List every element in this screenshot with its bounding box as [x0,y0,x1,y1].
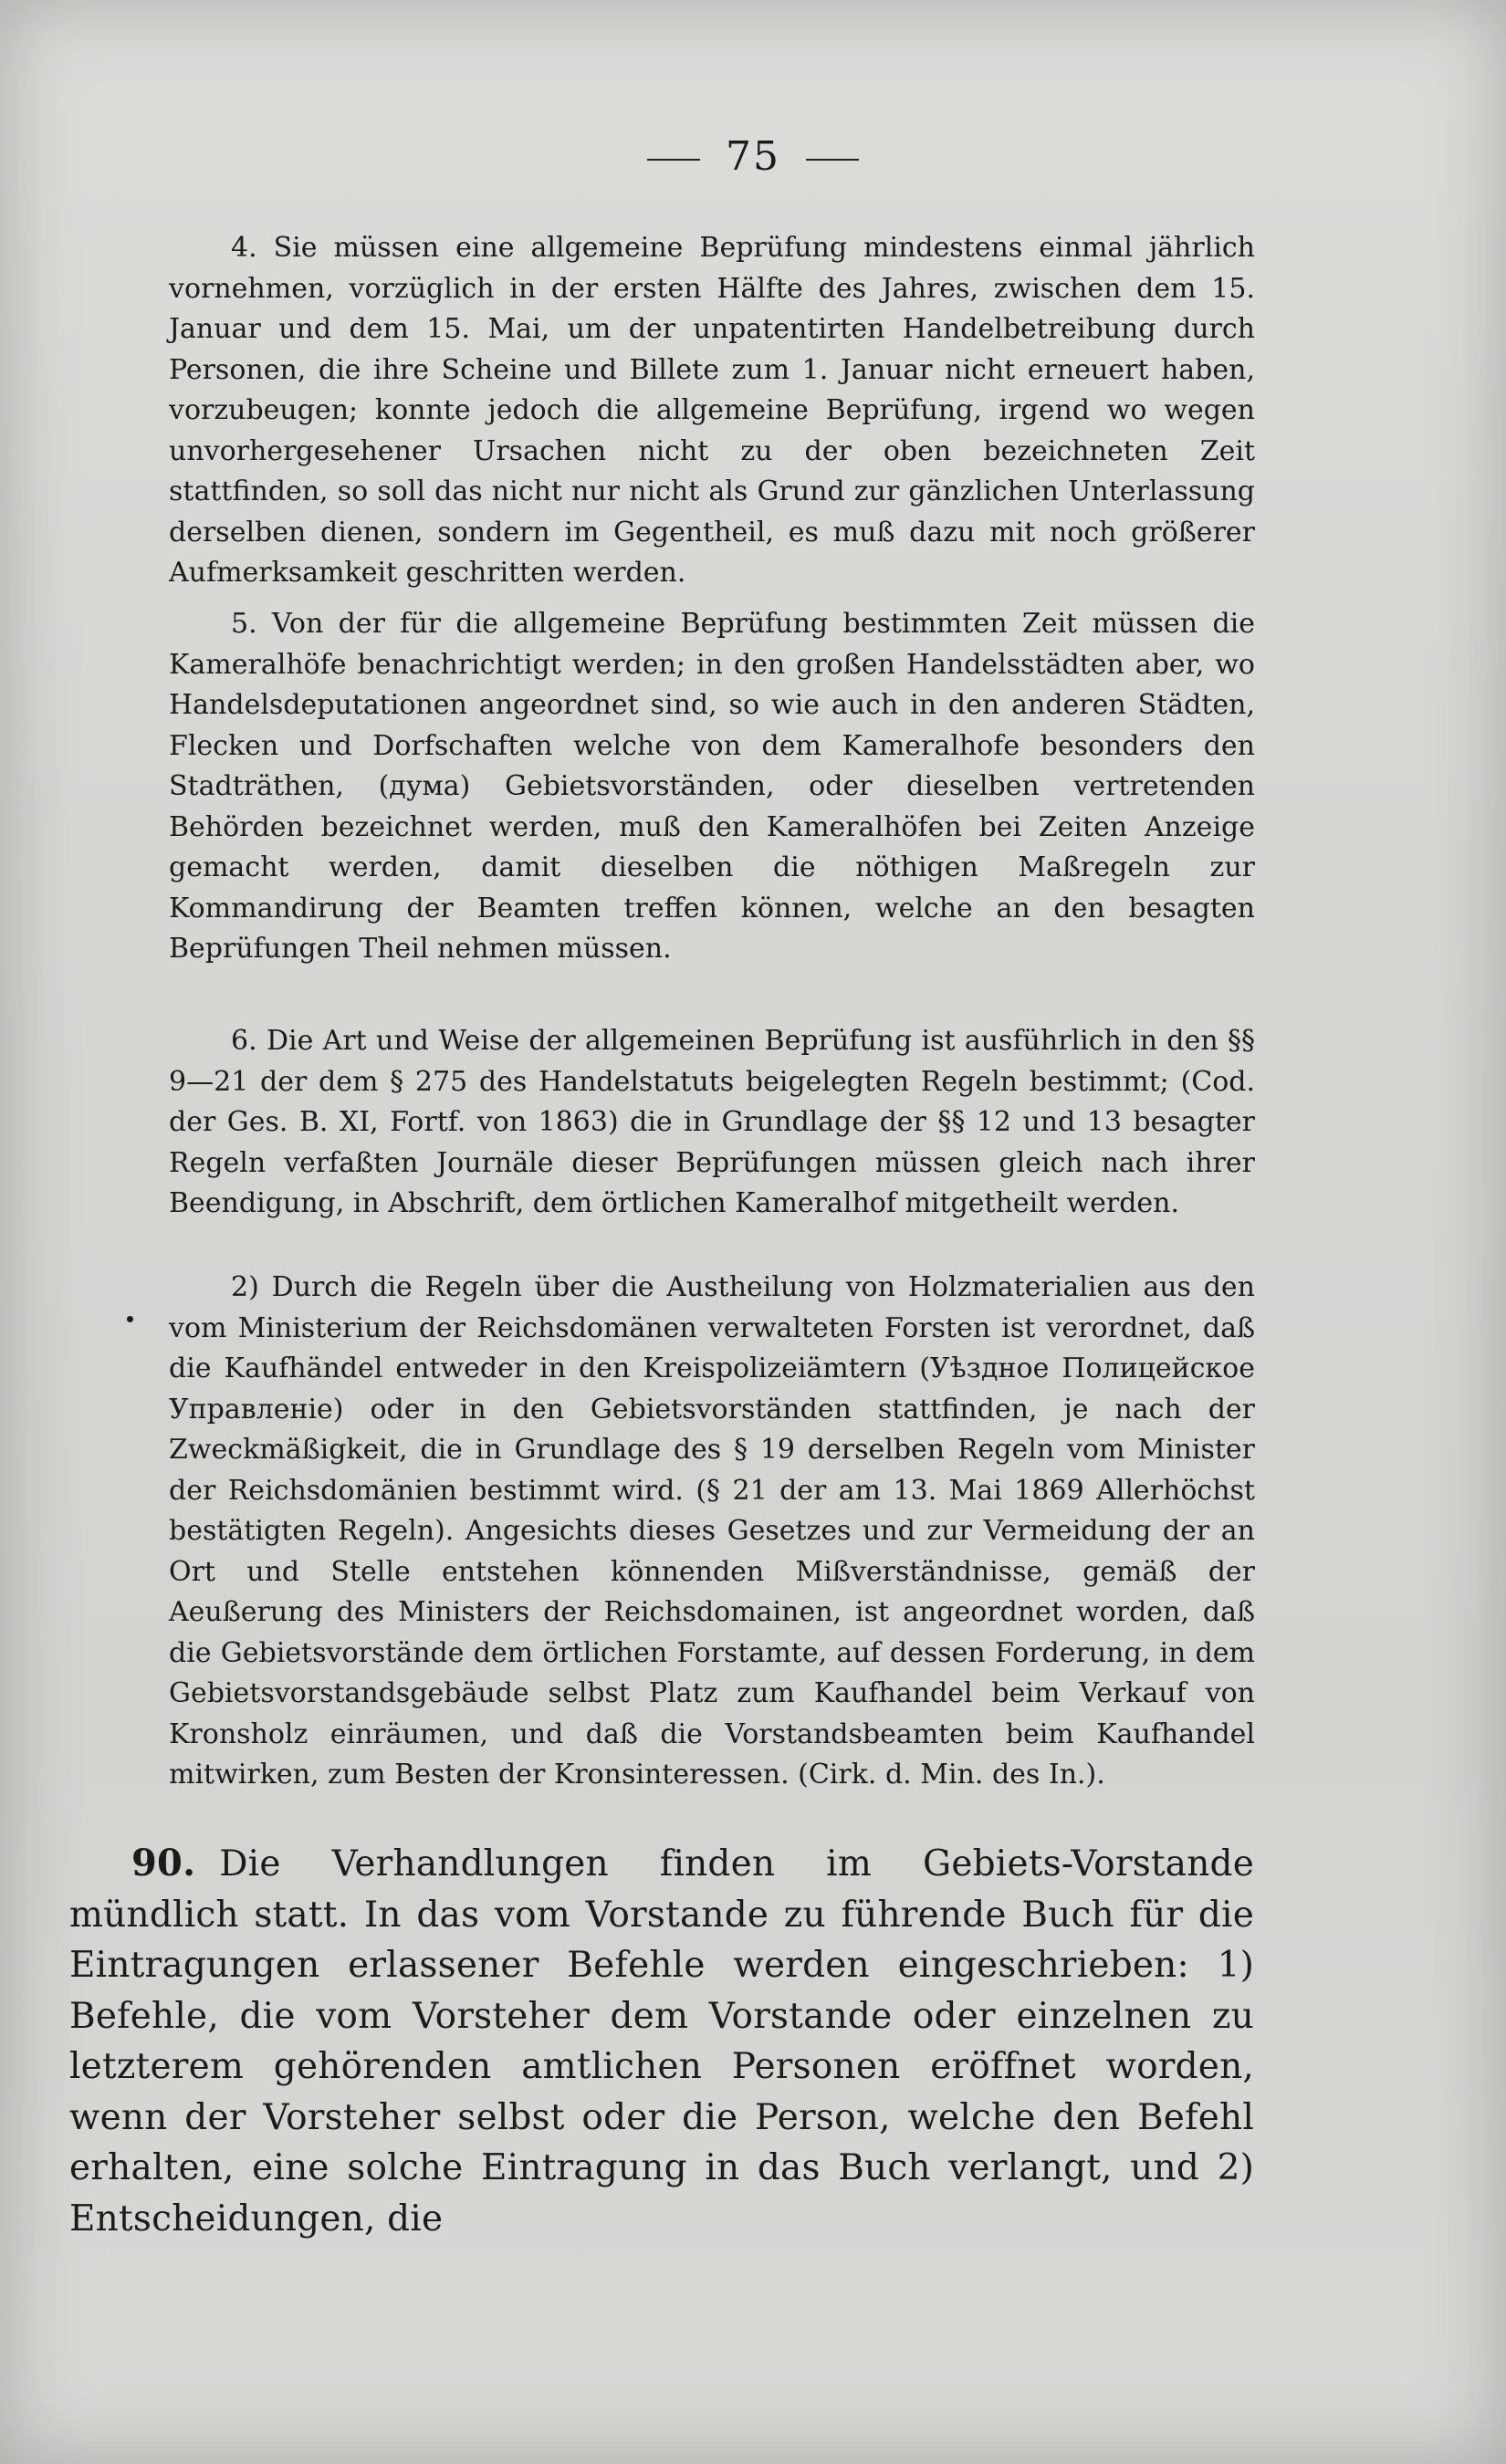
item-5 [169,604,1255,970]
item-6 [169,1021,1255,1225]
item-6-text: 6. Die Art und Weise der allgemeinen Beprüfung ist ausführlich in den §§ 9—21 der dem § 275 des Handelstatuts beigelegten Regeln bestimmt; (Cod. der Ges. B. XI, Fortf. von 1863) die in Grundlage der §§ 12 und 13 besagter Regeln verfaßten Journäle dieser Beprüfungen müssen gleich nach ihrer Beendigung, in Abschrift, dem örtlichen Kameralhof mitgetheilt werden. [169,1025,1255,1219]
item-5-text: 5. Von der für die allgemeine Beprüfung bestimmten Zeit müssen die Kameralhöfe benachrichtigt werden; in den großen Handelsstädten aber, wo Handelsdeputationen angeordnet sind, so wie auch in den anderen Städten, Flecken und Dorfschaften welche von dem Kameralhofe besonders den Stadträthen, (дума) Gebietsvorständen, oder dieselben vertretenden Behörden bezeichnet werden, muß den Kameralhöfen bei Zeiten Anzeige gemacht werden, damit dieselben die nöthigen Maßregeln zur Kommandirung der Beamten treffen können, welche an den besagten Beprüfungen Theil nehmen müssen. [169,608,1255,965]
item-2-text: 2) Durch die Regeln über die Austheilung von Holzmaterialien aus den vom Ministerium der Reichsdomänen verwalteten Forsten ist verordnet, daß die Kaufhändel entweder in den Kreispolizeiämtern (Уѣздное Полицейское Управленіе) oder in den Gebietsvorständen stattfinden, je nach der Zweckmäßigkeit, die in Grundlage des § 19 derselben Regeln vom Minister der Reichsdomänien bestimmt wird. (§ 21 der am 13. Mai 1869 Allerhöchst bestätigten Regeln). Angesichts dieses Gesetzes und zur Vermeidung der an Ort und Stelle entstehen könnenden Mißverständnisse, gemäß der Aeußerung des Ministers der Reichsdomainen, ist angeordnet worden, daß die Gebietsvorstände dem örtlichen Forstamte, auf dessen Forderung, in dem Gebietsvorstandsgebäude selbst Platz zum Kaufhandel beim Verkauf von Kronsholz einräumen, und daß die Vorstandsbeamten beim Kaufhandel mitwirken, zum Besten der Kronsinteressen. (Cirk. d. Min. des In.). [169,1271,1255,1791]
header-right-dash [806,159,859,161]
section-90-text: Die Verhandlungen finden im Gebiets-Vorstande mündlich statt. In das vom Vorstande zu führende Buch für die Eintragungen erlassener Befehle werden eingeschrieben: 1) Befehle, die vom Vorsteher dem Vorstande oder einzelnen zu letzterem gehörenden amtlichen Personen eröffnet worden, wenn der Vorsteher selbst oder die Person, welche den Befehl erhalten, eine solche Eintragung in das Buch verlangt, und 2) Entscheidungen, die [69,1843,1254,2240]
section-90-paragraph [69,1838,1254,2244]
section-90 [69,1838,1254,2244]
margin-dot [127,1316,133,1322]
item-4-text: 4. Sie müssen eine allgemeine Beprüfung mindestens einmal jährlich vornehmen, vorzüglich in der ersten Hälfte des Jahres, zwischen dem 15. Januar und dem 15. Mai, um der unpatentirten Handelbetreibung durch Personen, die ihre Scheine und Billete zum 1. Januar nicht erneuert haben, vorzubeugen; konnte jedoch die allgemeine Beprüfung, irgend wo wegen unvorhergesehener Ursachen nicht zu der oben bezeichneten Zeit stattfinden, so soll das nicht nur nicht als Grund zur gänzlichen Unterlassung derselben dienen, sondern im Gegentheil, es muß dazu mit noch größerer Aufmerksamkeit geschritten werden. [169,232,1255,589]
page-number: 75 [726,133,780,180]
page-header [0,133,1506,180]
item-2 [169,1268,1255,1796]
item-4 [169,228,1255,594]
header-left-dash [647,159,700,161]
section-90-number: 90. [131,1842,196,1885]
